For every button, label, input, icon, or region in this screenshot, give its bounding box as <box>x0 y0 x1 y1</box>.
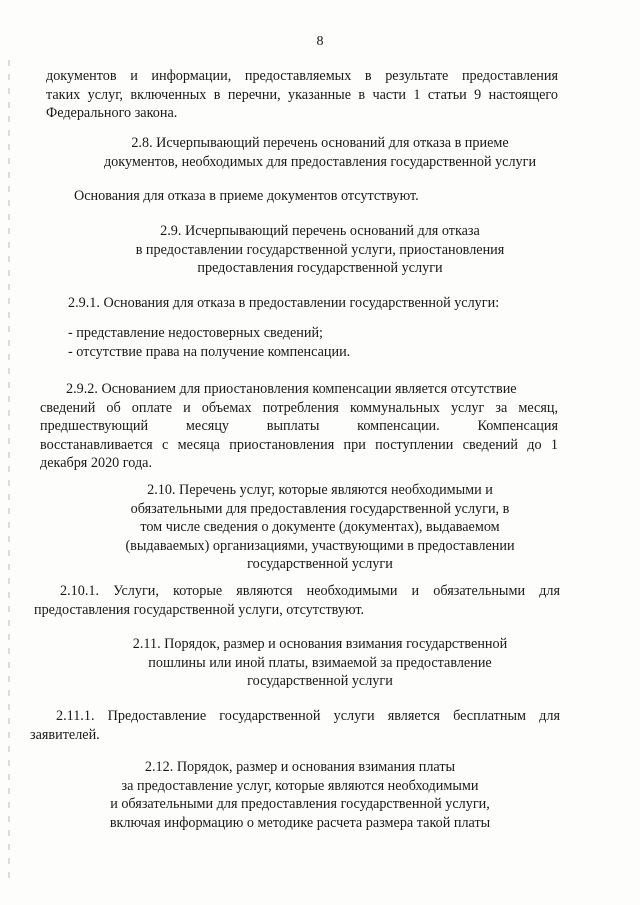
heading-line: (выдаваемых) организациями, участвующими в предоставлении <box>125 537 515 554</box>
list-item: - представление недостоверных сведений; <box>68 325 323 341</box>
section-heading-2-8 <box>40 134 600 171</box>
text-line: таких услуг, включенных в перечни, указанные в части 1 статьи 9 настоящего <box>46 86 558 103</box>
page-number: 8 <box>316 34 324 49</box>
heading-line: пошлины или иной платы, взимаемой за предоставление <box>148 654 492 671</box>
heading-line: государственной услуги <box>247 556 393 572</box>
text-line: сведений об оплате и объемах потребления коммунальных услуг за месяц, <box>40 399 558 416</box>
heading-line: 2.10. Перечень услуг, которые являются необходимыми и <box>147 482 493 498</box>
paragraph-2-10-1 <box>34 582 560 619</box>
heading-line: государственной услуги <box>247 673 393 689</box>
text-line: восстанавливается с месяца приостановления при поступлении сведений до 1 <box>40 436 558 453</box>
section-heading-2-11 <box>40 635 600 691</box>
intro-paragraph <box>46 67 558 123</box>
list-2-9-1 <box>68 324 568 361</box>
heading-line: предоставления государственной услуги <box>197 260 443 276</box>
heading-line: 2.11. Порядок, размер и основания взимания государственной <box>132 636 508 652</box>
heading-line: и обязательными для предоставления государственной услуги, <box>110 796 490 812</box>
text-line: предоставления государственной услуги, отсутствуют. <box>34 601 365 618</box>
text-line: заявителей. <box>30 726 100 743</box>
heading-line: за предоставление услуг, которые являются необходимыми <box>121 777 479 794</box>
text-line: 2.10.1. Услуги, которые являются необходимыми и обязательными для <box>60 583 560 599</box>
paragraph-2-9-2 <box>40 380 558 473</box>
text-line: предшествующий месяцу выплаты компенсации. Компенсация <box>40 418 558 434</box>
section-heading-2-12 <box>20 758 580 832</box>
heading-line: том числе сведения о документе (документах), выдаваемом <box>140 519 500 535</box>
heading-line: обязательными для предоставления государственной услуги, в <box>130 500 510 517</box>
heading-line: 2.12. Порядок, размер и основания взимания платы <box>144 759 456 775</box>
scan-edge-marks <box>8 60 10 880</box>
text-line: документов и информации, предоставляемых в результате предоставления <box>46 68 558 84</box>
text-line: 2.11.1. Предоставление государственной услуги является бесплатным для <box>56 708 560 724</box>
heading-line: 2.9. Исчерпывающий перечень оснований для отказа <box>160 223 480 239</box>
text-line: 2.9.2. Основанием для приостановления компенсации является отсутствие <box>66 381 517 397</box>
heading-line: включая информацию о методике расчета размера такой платы <box>109 814 491 831</box>
heading-line: документов, необходимых для предоставления государственной услуги <box>103 153 537 170</box>
text-line: декабря 2020 года. <box>40 455 153 471</box>
paragraph-2-11-1 <box>30 707 560 744</box>
heading-line: в предоставлении государственной услуги, приостановления <box>135 241 505 258</box>
section-heading-2-9 <box>40 222 600 278</box>
text-line: Федерального закона. <box>46 105 178 121</box>
paragraph-2-9-1: 2.9.1. Основания для отказа в предоставлении государственной услуги: <box>68 295 500 311</box>
list-item: - отсутствие права на получение компенсации. <box>68 343 351 360</box>
paragraph-2-8: Основания для отказа в приеме документов отсутствуют. <box>74 188 419 204</box>
section-heading-2-10 <box>40 481 600 574</box>
heading-line: 2.8. Исчерпывающий перечень оснований для отказа в приеме <box>131 135 509 151</box>
